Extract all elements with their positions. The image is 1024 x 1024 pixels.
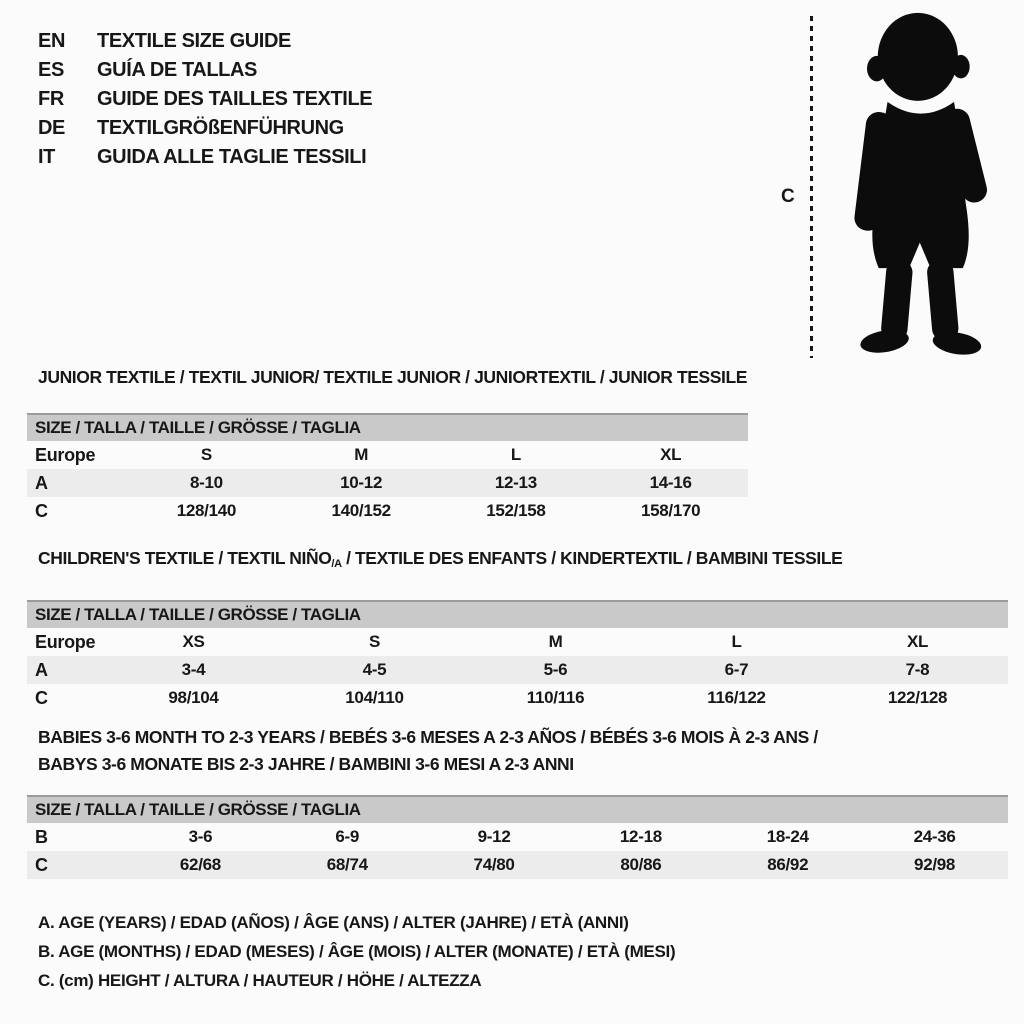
height-cell: 128/140 (176, 501, 237, 520)
row-label: C (35, 854, 48, 875)
row-label: C (35, 687, 48, 708)
size-cell: S (200, 445, 212, 464)
legend-line-a: A. AGE (YEARS) / EDAD (AÑOS) / ÂGE (ANS) / ALTER (JAHRE) / ETÀ (ANNI) (38, 913, 629, 932)
language-code: FR (38, 88, 64, 110)
age-cell: 9-12 (477, 827, 511, 846)
height-cell: 158/170 (640, 501, 701, 520)
size-header-bar (27, 414, 748, 441)
babies-textile-section (27, 724, 1008, 879)
toddler-silhouette-image (823, 6, 999, 362)
height-measure-label: C (781, 186, 795, 207)
size-cell: XL (906, 632, 929, 651)
children-size-table (27, 600, 1008, 712)
junior-textile-section (27, 366, 748, 525)
age-cell: 7-8 (905, 660, 930, 679)
size-cell: L (510, 445, 521, 464)
babies-size-table (27, 795, 1008, 879)
age-cell: 6-7 (724, 660, 749, 679)
language-row-fr (38, 85, 372, 114)
row-label: A (35, 472, 48, 493)
language-code: EN (38, 30, 65, 52)
table-row-europe (27, 628, 1008, 656)
height-cell: 98/104 (168, 688, 219, 707)
size-header-label: SIZE / TALLA / TAILLE / GRÖSSE / TAGLIA (27, 414, 748, 441)
row-label: B (35, 826, 48, 847)
age-cell: 3-6 (188, 827, 213, 846)
table-row-age (27, 656, 1008, 684)
height-measure-figure (773, 6, 1020, 368)
row-label: Europe (35, 631, 96, 652)
row-label: A (35, 659, 48, 680)
guide-title: TEXTILE SIZE GUIDE (97, 30, 291, 52)
table-row-height (27, 684, 1008, 712)
language-code: DE (38, 117, 65, 139)
height-cell: 122/128 (887, 688, 948, 707)
height-cell: 110/116 (526, 688, 585, 707)
language-row-de (38, 114, 372, 143)
children-title-subscript: /A (331, 558, 342, 570)
age-cell: 4-5 (362, 660, 387, 679)
table-row-europe (27, 441, 748, 469)
height-cell: 68/74 (326, 855, 368, 874)
height-cell: 62/68 (179, 855, 221, 874)
children-title-start: CHILDREN'S TEXTILE / TEXTIL NIÑO (38, 548, 332, 568)
size-cell: L (731, 632, 742, 651)
age-cell: 18-24 (766, 827, 809, 846)
babies-title-line-2: BABYS 3-6 MONATE BIS 2-3 JAHRE / BAMBINI 3-6 MESI A 2-3 ANNI (38, 754, 574, 774)
measurement-legend (38, 908, 675, 995)
size-cell: M (354, 445, 369, 464)
language-code: ES (38, 59, 64, 81)
size-header-label: SIZE / TALLA / TAILLE / GRÖSSE / TAGLIA (27, 796, 1008, 823)
guide-title: GUIDE DES TAILLES TEXTILE (97, 88, 373, 110)
height-cell: 152/158 (486, 501, 546, 520)
children-section-title (38, 547, 1008, 576)
children-title-end: / TEXTILE DES ENFANTS / KINDERTEXTIL / BAMBINI TESSILE (341, 548, 843, 568)
size-cell: M (548, 632, 563, 651)
size-header-bar (27, 796, 1008, 823)
age-cell: 3-4 (181, 660, 206, 679)
age-cell: 12-13 (494, 473, 537, 492)
size-cell: XS (182, 632, 205, 651)
size-cell: XL (660, 445, 682, 464)
height-cell: 140/152 (331, 501, 391, 520)
height-dotted-line (810, 16, 813, 358)
height-cell: 92/98 (914, 855, 956, 874)
junior-size-table (27, 413, 748, 525)
children-textile-section (27, 547, 1008, 712)
guide-title: TEXTILGRÖßENFÜHRUNG (97, 117, 344, 139)
babies-title-line-1: BABIES 3-6 MONTH TO 2-3 YEARS / BEBÉS 3-6 MESES A 2-3 AÑOS / BÉBÉS 3-6 MOIS À 2-3 ANS / (38, 727, 818, 747)
legend-line-c: C. (cm) HEIGHT / ALTURA / HAUTEUR / HÖHE / ALTEZZA (38, 971, 482, 990)
size-header-bar (27, 601, 1008, 628)
language-title-list (38, 27, 372, 172)
age-cell: 24-36 (913, 827, 956, 846)
age-cell: 5-6 (543, 660, 568, 679)
age-cell: 12-18 (619, 827, 662, 846)
age-cell: 10-12 (340, 473, 383, 492)
age-cell: 14-16 (649, 473, 692, 492)
height-cell: 104/110 (345, 688, 404, 707)
guide-title: GUIDA ALLE TAGLIE TESSILI (97, 146, 367, 168)
junior-section-title: JUNIOR TEXTILE / TEXTIL JUNIOR/ TEXTILE JUNIOR / JUNIORTEXTIL / JUNIOR TESSILE (38, 367, 748, 387)
language-code: IT (38, 146, 55, 168)
age-cell: 6-9 (335, 827, 360, 846)
row-label: C (35, 500, 48, 521)
age-cell: 8-10 (189, 473, 223, 492)
table-row-height (27, 497, 748, 525)
height-cell: 116/122 (707, 688, 766, 707)
table-row-height (27, 851, 1008, 879)
height-cell: 86/92 (767, 855, 809, 874)
legend-line-b: B. AGE (MONTHS) / EDAD (MESES) / ÂGE (MOIS) / ALTER (MONATE) / ETÀ (MESI) (38, 942, 676, 961)
row-label: Europe (35, 444, 96, 465)
language-row-it (38, 143, 372, 172)
size-header-label: SIZE / TALLA / TAILLE / GRÖSSE / TAGLIA (27, 601, 1008, 628)
table-row-age (27, 469, 748, 497)
guide-title: GUÍA DE TALLAS (97, 59, 257, 81)
height-cell: 74/80 (473, 855, 515, 874)
height-cell: 80/86 (620, 855, 662, 874)
language-row-en (38, 27, 372, 56)
language-row-es (38, 56, 372, 85)
size-cell: S (368, 632, 381, 651)
table-row-age-months (27, 823, 1008, 851)
babies-section-title (38, 724, 1008, 778)
